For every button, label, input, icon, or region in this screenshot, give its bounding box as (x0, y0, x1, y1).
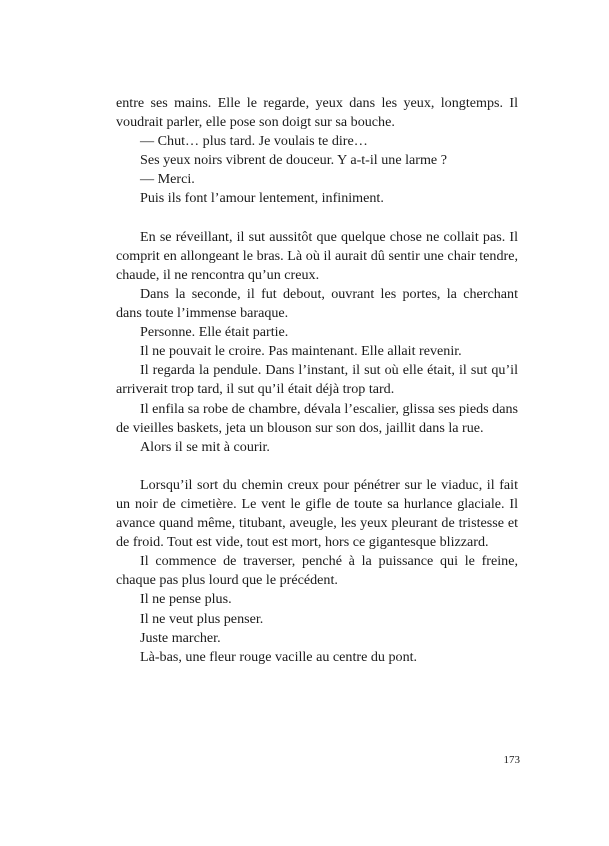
paragraph: Il ne pouvait le croire. Pas maintenant. Elle allait revenir. (140, 343, 462, 360)
paragraph: Il commence de traverser, penché à la puissance qui le freine, chaque pas plus lourd que le précédent. (116, 553, 518, 589)
section-break (116, 457, 518, 476)
paragraph: Alors il se mit à courir. (140, 438, 270, 455)
paragraph: Puis ils font l’amour lentement, infiniment. (140, 190, 384, 207)
page-body (116, 94, 518, 667)
section-break (116, 209, 518, 228)
paragraph: Il enfila sa robe de chambre, dévala l’escalier, glissa ses pieds dans de vieilles baskets, jeta un blouson sur son dos, jaillit dans la rue. (116, 400, 518, 436)
paragraph: Personne. Elle était partie. (140, 324, 289, 341)
paragraph: Là-bas, une fleur rouge vacille au centre du pont. (140, 648, 418, 665)
paragraph: Juste marcher. (140, 629, 221, 646)
paragraph: Il ne veut plus penser. (140, 610, 264, 627)
paragraph: entre ses mains. Elle le regarde, yeux dans les yeux, longtemps. Il voudrait parler, elle pose son doigt sur sa bouche. (116, 95, 518, 131)
paragraph: Ses yeux noirs vibrent de douceur. Y a-t-il une larme ? (140, 152, 447, 169)
paragraph: Dans la seconde, il fut debout, ouvrant les portes, la cherchant dans toute l’immense baraque. (116, 285, 518, 322)
paragraph: En se réveillant, il sut aussitôt que quelque chose ne collait pas. Il comprit en allongeant le bras. Là où il aurait dû sentir une chair tendre, chaude, il ne rencontra qu’un creux. (116, 228, 518, 283)
paragraph: — Merci. (140, 171, 195, 188)
paragraph: Il regarda la pendule. Dans l’instant, il sut où elle était, il sut qu’il arriverait trop tard, il sut qu’il était déjà trop tard. (116, 362, 518, 398)
paragraph: Lorsqu’il sort du chemin creux pour pénétrer sur le viaduc, il fait un noir de cimetière. Le vent le gifle de toute sa hurlance glaciale. Il avance quand même, titubant, aveugle, les yeux pleurant de tristesse et de froid. Tout est vide, tout est mort, hors ce gigantesque blizzard. (116, 476, 518, 551)
paragraph: Il ne pense plus. (140, 591, 232, 608)
paragraph: — Chut… plus tard. Je voulais te dire… (140, 133, 368, 150)
page-number: 173 (503, 754, 520, 766)
